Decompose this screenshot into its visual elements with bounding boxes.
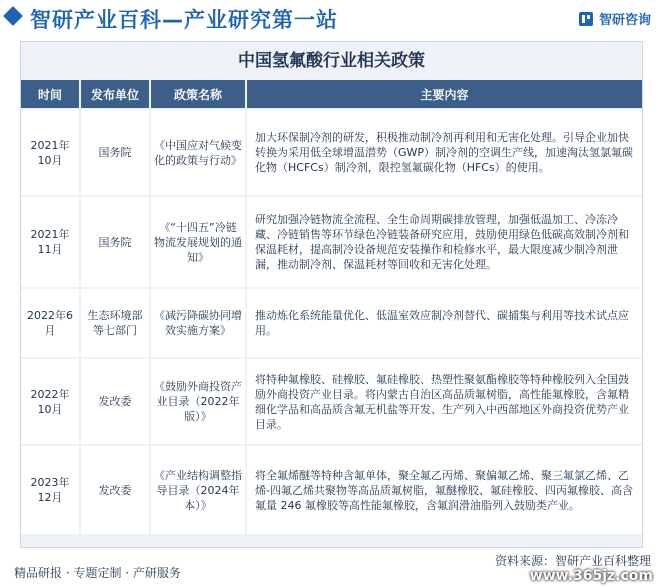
- header-policy: 政策名称: [151, 80, 245, 108]
- row-policy: 《鼓励外商投资产业目录（2022年版）》: [151, 359, 245, 444]
- row-policy: 《“十四五”冷链物流发展规划的通知》: [151, 197, 245, 287]
- row-date: 2021年11月: [21, 197, 79, 287]
- footer: [0, 550, 663, 587]
- row-policy: 《中国应对气候变化的政策与行动》: [151, 110, 245, 195]
- row-issuer: 国务院: [81, 110, 149, 195]
- row-content: 将全氟烯醚等特种含氟单体，聚全氟乙丙烯、聚偏氟乙烯、聚三氟氯乙烯、乙烯-四氟乙烯共聚物等高品质氟树脂，氟醚橡胶、氟硅橡胶、四丙氟橡胶、高含氟量 246 氟橡胶等高性能氟橡胶，含氟润滑油脂列入鼓励类产业。: [247, 446, 642, 534]
- row-issuer: 国务院: [81, 197, 149, 287]
- row-date: 2023年12月: [21, 446, 79, 534]
- brand[interactable]: [578, 9, 651, 28]
- row-issuer: 生态环境部等七部门: [81, 289, 149, 357]
- row-policy: 《产业结构调整指导目录（2024年本）》: [151, 446, 245, 534]
- header-issuer: 发布单位: [81, 80, 149, 108]
- top-bar: [0, 0, 663, 36]
- row-issuer: 发改委: [81, 359, 149, 444]
- row-content: 推动炼化系统能量优化、低温室效应制冷剂替代、碳捕集与利用等技术试点应用。: [247, 289, 642, 357]
- header-date: 时间: [21, 80, 79, 108]
- site-url[interactable]: www.365jz.com: [529, 568, 653, 584]
- row-date: 2022年6月: [21, 289, 79, 357]
- brand-name: 智研咨询: [598, 13, 651, 28]
- row-content: 研究加强冷链物流全流程、全生命周期碳排放管理，加强低温加工、冷冻冷藏、冷链销售等环节绿色冷链装备研究应用，鼓励使用绿色低碳高效制冷剂和保温耗材，提高制冷设备规范安装操作和检修水平，最大限度减少制冷剂泄漏，推动制冷剂、保温耗材等回收和无害化处理。: [247, 197, 642, 287]
- row-date: 2022年10月: [21, 359, 79, 444]
- brand-logo-icon: [578, 11, 594, 27]
- table-title: 中国氢氟酸行业相关政策: [238, 51, 425, 71]
- footer-services: 精品研报 · 专题定制 · 产研服务: [14, 566, 181, 580]
- row-date: 2021年10月: [21, 110, 79, 195]
- table-row: [21, 446, 642, 534]
- row-content: 将特种氟橡胶、硅橡胶、氟硅橡胶、热塑性聚氨酯橡胶等特种橡胶列入全国鼓励外商投资产业目录。将内蒙古自治区高品质氟树脂，高性能氟橡胶，含氟精细化学品和高品质含氟无机盐等开发、生产列入中西部地区外商投资优势产业目录。: [247, 359, 642, 444]
- header-content: 主要内容: [247, 80, 642, 108]
- table-row: [21, 110, 642, 195]
- source-note: 资料来源：智研产业百科整理: [494, 554, 651, 568]
- policy-table: [21, 80, 642, 534]
- diamond-icon: [3, 6, 23, 26]
- row-policy: 《减污降碳协同增效实施方案》: [151, 289, 245, 357]
- row-content: 加大环保制冷剂的研发，积极推动制冷剂再利用和无害化处理。引导企业加快转换为采用低全球增温潜势（GWP）制冷剂的空调生产线，加速淘汰氢氯氟碳化物（HCFCs）制冷剂，限控氢氟碳化物（HFCs）的使用。: [247, 110, 642, 195]
- site-title: 智研产业百科—产业研究第一站: [30, 8, 338, 32]
- table-row: [21, 359, 642, 444]
- table-row: [21, 289, 642, 357]
- table-row: [21, 197, 642, 287]
- table-header-row: [21, 80, 642, 108]
- row-issuer: 发改委: [81, 446, 149, 534]
- policy-table-frame: [20, 41, 643, 548]
